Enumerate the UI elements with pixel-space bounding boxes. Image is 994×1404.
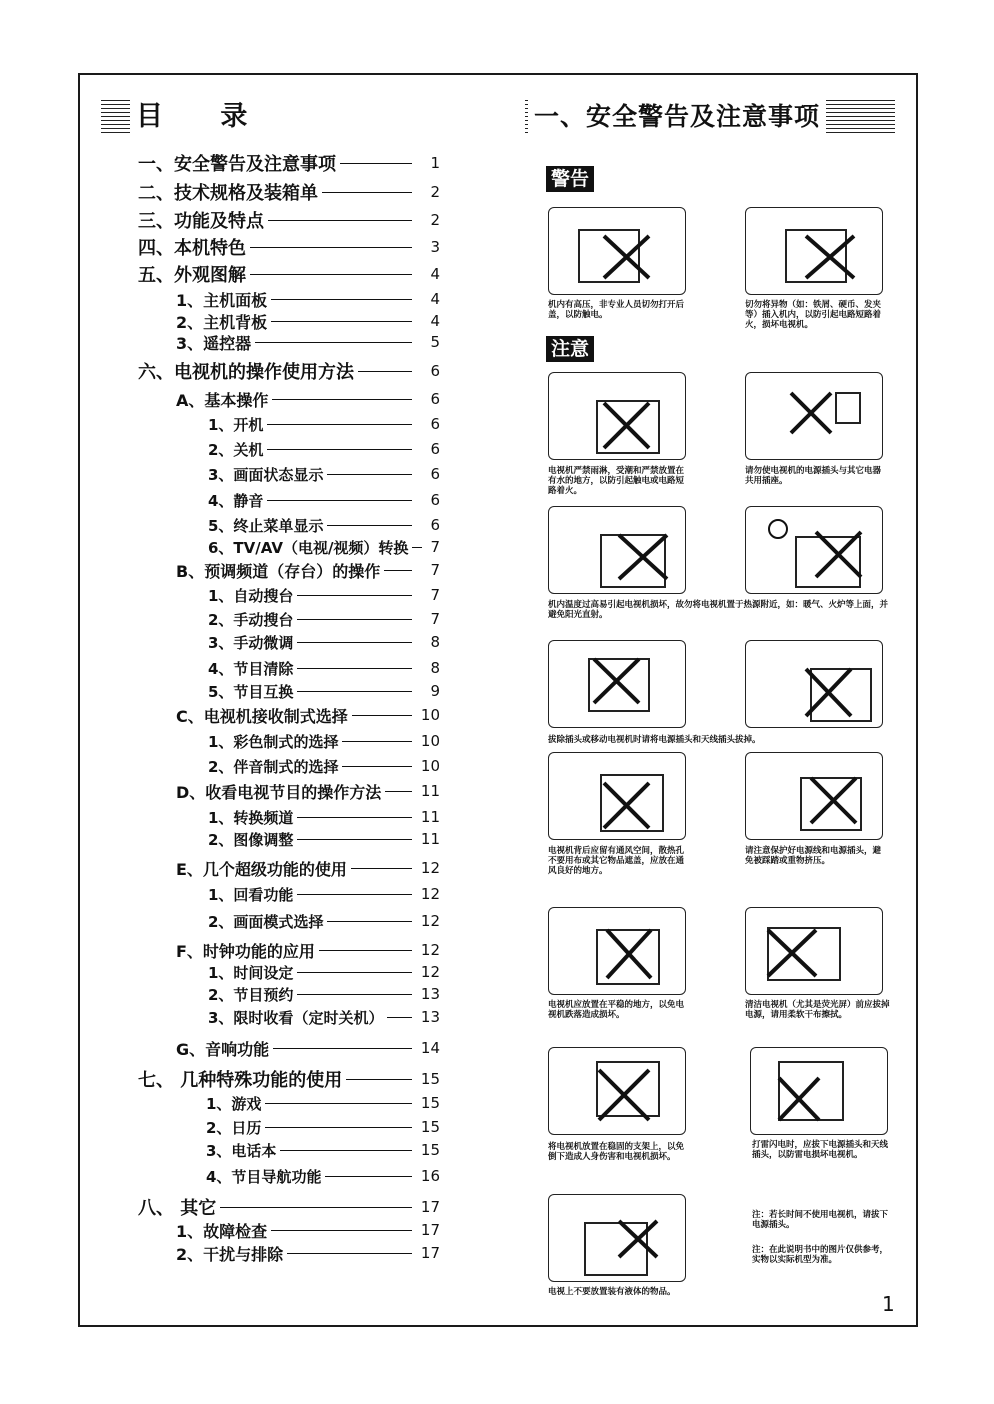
toc-leader-line [342,741,412,742]
toc-entry-label: 1、故障检查 [176,1221,268,1241]
tv-cross-icon [549,208,687,296]
toc-entry [176,1038,440,1058]
toc-title: 目 录 [130,100,277,134]
toc-entry [176,311,440,331]
toc-entry [208,884,440,904]
toc-entry [176,1243,440,1263]
toc-leader-line [322,192,412,193]
toc-entry-page: 6 [430,390,440,408]
toc-entry-page: 12 [420,912,440,930]
toc-entry [206,1140,440,1160]
toc-entry [208,464,440,484]
toc-leader-line [297,817,412,818]
toc-entry-label: 六、电视机的操作使用方法 [138,362,354,383]
toc-leader-line [265,1103,412,1104]
toc-entry [208,658,440,678]
toc-leader-line [327,474,412,475]
toc-entry-label: 3、遥控器 [176,333,252,353]
toc-entry-label: 4、节目清除 [208,659,294,678]
toc-leader-line [220,1207,412,1208]
toc-entry-label: 2、画面模式选择 [208,912,324,931]
toc-entry [138,153,440,173]
toc-leader-line [358,371,412,372]
toc-entry-page: 15 [420,1141,440,1159]
toc-leader-line [267,500,412,501]
toc-leader-line [287,1253,412,1254]
toc-entry [206,1117,440,1137]
toc-entry-page: 12 [420,941,440,959]
caution-illustration-2 [745,372,883,460]
caution-caption-10: 清洁电视机（尤其是荧光屏）前应拔掉电源，请用柔软干布擦拭。 [745,1000,890,1020]
toc-entry-label: 八、 其它 [138,1198,217,1219]
caution-caption-11: 将电视机放置在稳固的支架上，以免倒下造成人身伤害和电视机损坏。 [548,1142,685,1162]
toc-entry-page: 11 [420,808,440,826]
caution-illustration-3 [548,506,686,594]
toc-entry-label: 2、日历 [206,1118,262,1137]
toc-entry-page: 15 [420,1094,440,1112]
toc-entry-label: 1、自动搜台 [208,586,294,605]
toc-entry-label: F、时钟功能的应用 [176,941,315,961]
toc-leader-line [327,921,412,922]
tv-cross-icon [549,507,687,595]
toc-entry [206,1093,440,1113]
toc-leader-line [412,547,422,548]
toc-entry-label: E、几个超级功能的使用 [176,859,347,879]
toc-entry [208,515,440,535]
tv-cross-icon [746,373,884,461]
toc-leader-line [297,642,412,643]
toc-leader-line [297,619,412,620]
toc-entry-label: 3、画面状态显示 [208,465,324,484]
warning-caption-2: 切勿将异物（如：铁屑、硬币、发夹等）插入机内，以防引起电路短路着火，损坏电视机。 [745,300,882,330]
caution-caption-2: 请勿使电视机的电源插头与其它电器共用插座。 [745,466,882,486]
toc-entry-page: 11 [420,782,440,800]
toc-leader-line [250,247,412,248]
toc-entry-page: 7 [430,538,440,556]
caution-illustration-10 [745,907,883,995]
toc-entry-page: 4 [430,312,440,330]
toc-leader-line [352,715,412,716]
toc-entry [176,289,440,309]
warning-label: 警告 [546,166,594,192]
toc-entry-label: 一、安全警告及注意事项 [138,154,336,175]
toc-entry-label: 3、手动微调 [208,633,294,652]
toc-entry-page: 12 [420,885,440,903]
toc-entry-label: 2、关机 [208,440,264,459]
safety-section-title: 一、安全警告及注意事项 [528,100,826,134]
toc-leader-line [342,766,412,767]
toc-entry [208,439,440,459]
toc-entry [206,1166,440,1186]
toc-leader-line [327,525,412,526]
toc-leader-line [387,1017,412,1018]
toc-entry [208,807,440,827]
toc-entry-page: 7 [430,610,440,628]
toc-entry-label: 1、转换频道 [208,808,294,827]
page-number: 1 [882,1292,895,1316]
warning-illustration-1 [548,207,686,295]
toc-entry-page: 6 [430,362,440,380]
caution-caption-12: 打雷闪电时，应拔下电源插头和天线插头，以防雷电损坏电视机。 [752,1140,889,1160]
toc-entry-page: 12 [420,963,440,981]
toc-entry-page: 1 [430,154,440,172]
caution-illustration-4 [745,506,883,594]
toc-entry [208,1007,440,1027]
toc-entry-page: 10 [420,732,440,750]
toc-entry-page: 15 [420,1070,440,1088]
toc-entry [208,609,440,629]
toc-leader-line [297,839,412,840]
toc-entry-label: 3、限时收看（定时关机） [208,1008,384,1027]
toc-leader-line [280,1150,412,1151]
tv-cross-icon [746,908,884,996]
caution-illustration-5 [548,640,686,728]
toc-leader-line [250,274,412,275]
toc-entry [208,911,440,931]
toc-entry [138,237,440,257]
tv-cross-icon [549,908,687,996]
caution-illustration-13 [548,1194,686,1282]
toc-entry-page: 16 [420,1167,440,1185]
caution-illustration-1 [548,372,686,460]
toc-leader-line [273,1048,412,1049]
toc-entry-label: 五、外观图解 [138,265,246,286]
toc-leader-line [297,691,412,692]
toc-entry-label: 2、手动搜台 [208,610,294,629]
toc-entry-label: D、收看电视节目的操作方法 [176,782,382,802]
toc-entry-page: 17 [420,1198,440,1216]
toc-leader-line [297,972,412,973]
tv-cross-icon [746,641,884,729]
toc-entry-label: 2、干扰与排除 [176,1244,284,1264]
toc-entry [208,756,440,776]
toc-entry [208,984,440,1004]
toc-entry [176,560,440,580]
toc-leader-line [297,994,412,995]
toc-entry-page: 9 [430,682,440,700]
caution-caption-8: 请注意保护好电源线和电源插头，避免被踩踏或重物挤压。 [745,846,882,866]
tv-cross-icon [549,753,687,841]
caution-caption-7: 电视机背后应留有通风空间，散热孔不要用布或其它物品遮盖，应放在通风良好的地方。 [548,846,685,876]
toc-entry-label: 1、主机面板 [176,290,268,310]
toc-entry [138,210,440,230]
toc-entry [176,781,440,801]
toc-entry-label: 5、节目互换 [208,682,294,701]
toc-entry-label: 三、功能及特点 [138,211,264,232]
toc-entry-page: 13 [420,1008,440,1026]
toc-entry-page: 5 [430,333,440,351]
toc-entry-label: 3、电话本 [206,1141,277,1160]
toc-entry [176,389,440,409]
toc-leader-line [319,950,412,951]
toc-entry [208,585,440,605]
tv-cross-icon [751,1048,889,1136]
toc-entry [138,1069,440,1089]
toc-entry-label: G、音响功能 [176,1039,270,1059]
toc-entry-label: C、电视机接收制式选择 [176,706,348,726]
toc-entry-page: 8 [430,633,440,651]
caution-note-1: 注：若长时间不使用电视机，请拔下电源插头。 [752,1210,889,1230]
toc-entry-page: 14 [420,1039,440,1057]
toc-entry [208,731,440,751]
toc-entry-label: 5、终止菜单显示 [208,516,324,535]
toc-entry-label: 2、伴音制式的选择 [208,757,339,776]
toc-entry [208,681,440,701]
toc-entry-label: 6、TV/AV（电视/视频）转换 [208,538,409,557]
toc-leader-line [346,1079,412,1080]
toc-leader-line [268,220,412,221]
warning-illustration-2 [745,207,883,295]
tv-cross-icon [549,1195,687,1283]
toc-leader-line [325,1176,412,1177]
toc-entry [176,705,440,725]
toc-entry-label: 4、静音 [208,491,264,510]
toc-entry [138,182,440,202]
toc-entry [176,332,440,352]
toc-entry-label: 1、游戏 [206,1094,262,1113]
caution-illustration-12 [750,1047,888,1135]
caution-caption-5-6: 拔除插头或移动电视机时请将电源插头和天线插头拔掉。 [548,735,761,745]
toc-entry-label: 2、主机背板 [176,312,268,332]
toc-entry-page: 7 [430,561,440,579]
toc-leader-line [351,868,412,869]
tv-cross-icon [549,1048,687,1136]
toc-entry-label: 1、彩色制式的选择 [208,732,339,751]
toc-entry-label: B、预调频道（存台）的操作 [176,561,381,581]
tv-cross-icon [746,753,884,841]
toc-entry [138,361,440,381]
toc-entry-label: 二、技术规格及装箱单 [138,183,318,204]
toc-entry-page: 17 [420,1221,440,1239]
caution-caption-1: 电视机严禁雨淋，受潮和严禁放置在有水的地方，以防引起触电或电路短路着火。 [548,466,685,496]
toc-entry-page: 12 [420,859,440,877]
toc-entry-page: 3 [430,238,440,256]
toc-entry [138,264,440,284]
toc-leader-line [297,595,412,596]
caution-note-2: 注：在此说明书中的图片仅供参考，实物以实际机型为准。 [752,1245,889,1265]
toc-leader-line [267,449,412,450]
toc-leader-line [384,570,412,571]
caution-illustration-11 [548,1047,686,1135]
toc-entry-label: 2、图像调整 [208,830,294,849]
toc-entry [176,1220,440,1240]
toc-leader-line [265,1127,412,1128]
toc-leader-line [271,299,412,300]
toc-entry-page: 13 [420,985,440,1003]
toc-entry-label: 1、回看功能 [208,885,294,904]
toc-entry-label: 1、开机 [208,415,264,434]
toc-leader-line [272,399,412,400]
toc-entry-label: 四、本机特色 [138,238,246,259]
toc-entry-page: 6 [430,465,440,483]
toc-entry [208,829,440,849]
toc-leader-line [340,163,412,164]
caution-illustration-6 [745,640,883,728]
toc-leader-line [385,791,412,792]
tv-cross-icon [746,208,884,296]
caution-illustration-7 [548,752,686,840]
toc-entry-page: 6 [430,440,440,458]
toc-entry [176,940,440,960]
toc-leader-line [267,424,412,425]
toc-entry [176,858,440,878]
toc-entry-page: 15 [420,1118,440,1136]
toc-entry-label: 1、时间设定 [208,963,294,982]
tv-cross-icon [549,641,687,729]
toc-leader-line [271,321,412,322]
toc-entry [138,1197,440,1217]
toc-entry-page: 7 [430,586,440,604]
toc-leader-line [297,668,412,669]
toc-entry [208,537,440,557]
caution-label: 注意 [546,336,594,362]
toc-entry-page: 4 [430,290,440,308]
toc-entry [208,490,440,510]
toc-entry-label: 4、节目导航功能 [206,1167,322,1186]
tv-cross-icon [549,373,687,461]
toc-entry-page: 2 [430,211,440,229]
toc-entry [208,962,440,982]
toc-entry-page: 10 [420,706,440,724]
toc-leader-line [297,894,412,895]
toc-entry-page: 6 [430,415,440,433]
toc-entry-label: 七、 几种特殊功能的使用 [138,1070,343,1091]
toc-leader-line [271,1230,412,1231]
tv-cross-icon [746,507,884,595]
toc-entry [208,632,440,652]
toc-leader-line [255,342,412,343]
caution-illustration-9 [548,907,686,995]
toc-entry-page: 4 [430,265,440,283]
caution-caption-3-4: 机内温度过高易引起电视机损坏，故勿将电视机置于热源附近，如：暖气、火炉等上面，并避免阳光直射。 [548,600,889,620]
toc-entry-page: 11 [420,830,440,848]
toc-entry-page: 6 [430,516,440,534]
toc-entry-page: 10 [420,757,440,775]
toc-entry-label: 2、节目预约 [208,985,294,1004]
toc-entry-label: A、基本操作 [176,390,269,410]
toc-entry [208,414,440,434]
warning-caption-1: 机内有高压，非专业人员切勿打开后盖，以防触电。 [548,300,685,320]
toc-entry-page: 2 [430,183,440,201]
caution-caption-13: 电视上不要放置装有液体的物品。 [548,1287,676,1297]
toc-entry-page: 6 [430,491,440,509]
toc-entry-page: 17 [420,1244,440,1262]
caution-illustration-8 [745,752,883,840]
caution-caption-9: 电视机应放置在平稳的地方，以免电视机跌落造成损坏。 [548,1000,685,1020]
toc-entry-page: 8 [430,659,440,677]
